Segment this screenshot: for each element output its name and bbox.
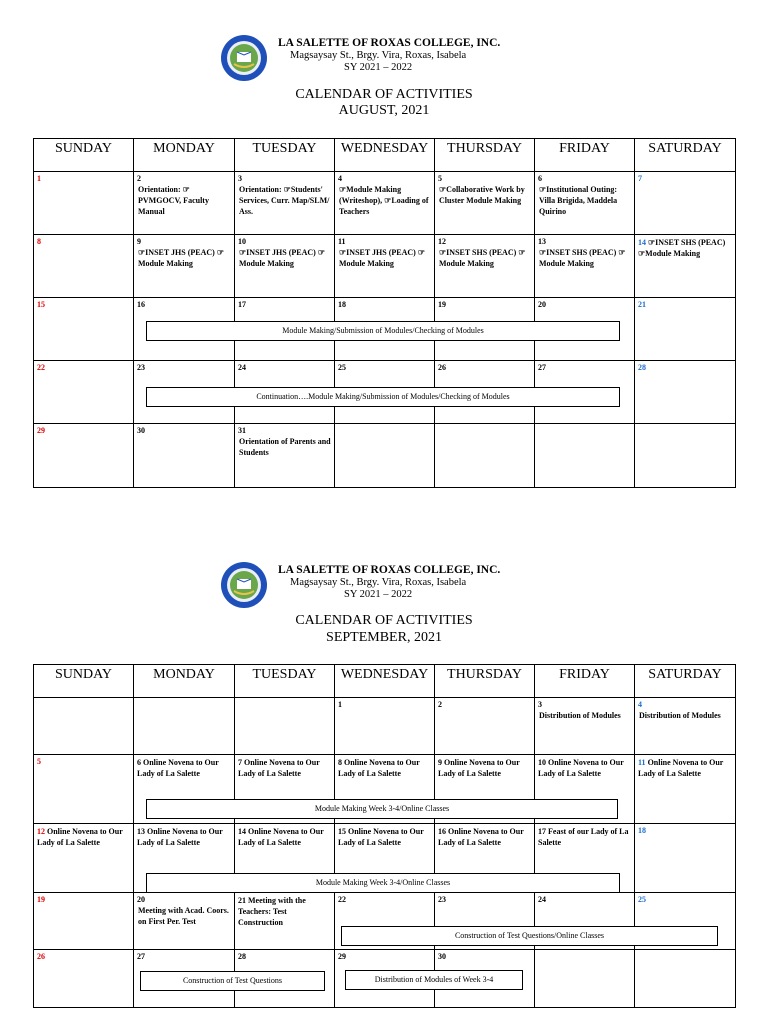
day-number: 30: [137, 426, 145, 435]
week-row: [34, 235, 736, 298]
event-text: Online Novena to Our Lady of La Salette: [37, 827, 123, 847]
day-number: 19: [438, 300, 446, 309]
event-text: ☞Module Making (Writeshop), ☞Loading of Teachers: [339, 185, 429, 216]
event-text: Orientation of Parents and Students: [239, 437, 331, 457]
weekday-saturday: SATURDAY: [635, 139, 736, 172]
school-header-september: [0, 561, 768, 621]
day-entry: [335, 755, 434, 779]
event-text: Meeting with the Teachers: Test Construction: [238, 896, 306, 927]
day-number: 12: [37, 827, 45, 836]
day-cell: [635, 698, 736, 755]
day-number: 18: [638, 826, 646, 835]
event-text: Online Novena to Our Lady of La Salette: [137, 827, 223, 847]
day-number: 16: [438, 827, 446, 836]
day-cell: [235, 172, 335, 235]
day-number: 1: [37, 174, 41, 183]
event-text: Orientation: ☞PVMGOCV, Faculty Manual: [138, 185, 209, 216]
day-number: 30: [438, 952, 446, 961]
day-cell: [435, 424, 535, 488]
day-number: 4: [338, 174, 342, 183]
day-number: 23: [137, 363, 145, 372]
day-cell: [235, 424, 335, 488]
school-seal-logo: [220, 34, 268, 82]
day-number: 14: [638, 238, 646, 247]
day-number: 11: [638, 758, 646, 767]
event-text: Online Novena to Our Lady of La Salette: [238, 758, 320, 778]
weekday-thursday: THURSDAY: [435, 665, 535, 698]
event-text: Online Novena to Our Lady of La Salette: [438, 827, 524, 847]
school-address: Magsaysay St., Brgy. Vira, Roxas, Isabela: [290, 50, 467, 61]
event-text: Feast of our Lady of La Salette: [538, 827, 629, 847]
day-number: 8: [338, 758, 342, 767]
event-text: Online Novena to Our Lady of La Salette: [638, 758, 724, 778]
event-text: ☞Collaborative Work by Cluster Module Making: [439, 185, 525, 205]
day-cell: [34, 755, 134, 824]
event-text: Online Novena to Our Lady of La Salette: [137, 758, 219, 778]
calendar-title-august: CALENDAR OF ACTIVITIES: [295, 87, 473, 102]
day-number: 28: [638, 363, 646, 372]
day-cell: [435, 235, 535, 298]
weekday-monday: MONDAY: [134, 665, 235, 698]
day-cell: [335, 424, 435, 488]
day-number: 18: [338, 300, 346, 309]
week-row: [34, 172, 736, 235]
day-number: 9: [137, 237, 141, 246]
day-number: 2: [438, 700, 442, 709]
event-text: ☞INSET JHS (PEAC) ☞Module Making: [339, 248, 425, 268]
day-entry: [335, 824, 434, 848]
weekday-wednesday: WEDNESDAY: [335, 665, 435, 698]
day-cell: [635, 172, 736, 235]
event-bar: Module Making/Submission of Modules/Checking of Modules: [146, 321, 620, 341]
week-row: [34, 698, 736, 755]
day-cell: [635, 424, 736, 488]
weekday-friday: FRIDAY: [535, 139, 635, 172]
day-cell: [134, 698, 235, 755]
day-number: 9: [438, 758, 442, 767]
day-cell: [535, 698, 635, 755]
day-number: 12: [438, 237, 446, 246]
day-cell: [235, 893, 335, 950]
day-number: 22: [37, 363, 45, 372]
day-number: 17: [238, 300, 246, 309]
event-text: ☞INSET JHS (PEAC) ☞Module Making: [239, 248, 325, 268]
day-cell: [134, 424, 235, 488]
event-text: ☞Institutional Outing: Villa Brigida, Maddela Quirino: [539, 185, 618, 216]
day-cell: [34, 698, 134, 755]
event-text: ☞INSET SHS (PEAC) ☞Module Making: [638, 238, 726, 258]
event-text: Online Novena to Our Lady of La Salette: [338, 827, 424, 847]
day-cell: [535, 424, 635, 488]
event-bar: Distribution of Modules of Week 3-4: [345, 970, 523, 990]
day-cell: [535, 950, 635, 1008]
school-year: SY 2021 – 2022: [344, 589, 413, 600]
day-entry: [235, 824, 334, 848]
day-number: 13: [137, 827, 145, 836]
day-cell: [635, 361, 736, 424]
weekday-tuesday: TUESDAY: [235, 665, 335, 698]
day-number: 25: [638, 895, 646, 904]
event-text: ☞INSET JHS (PEAC) ☞Module Making: [138, 248, 224, 268]
school-seal-logo: [220, 561, 268, 609]
weekday-header-row: [34, 139, 736, 172]
day-number: 31: [238, 426, 246, 435]
day-entry: [635, 235, 735, 259]
day-number: 20: [137, 895, 145, 904]
day-number: 28: [238, 952, 246, 961]
event-bar: Construction of Test Questions/Online Classes: [341, 926, 718, 946]
weekday-sunday: SUNDAY: [34, 139, 134, 172]
event-bar: Construction of Test Questions: [140, 971, 325, 991]
week-row: [34, 424, 736, 488]
day-number: 21: [238, 896, 246, 905]
day-number: 14: [238, 827, 246, 836]
day-cell: [435, 698, 535, 755]
event-text: Meeting with Acad. Coors. on First Per. Test: [138, 906, 229, 926]
day-cell: [34, 298, 134, 361]
day-cell: [34, 950, 134, 1008]
event-text: Online Novena to Our Lady of La Salette: [338, 758, 420, 778]
day-number: 15: [338, 827, 346, 836]
day-number: 15: [37, 300, 45, 309]
day-cell: [34, 893, 134, 950]
weekday-saturday: SATURDAY: [635, 665, 736, 698]
day-entry: [535, 824, 634, 848]
event-text: Online Novena to Our Lady of La Salette: [538, 758, 624, 778]
day-entry: [134, 755, 234, 779]
calendar-grid-september: [33, 664, 736, 1008]
school-name: LA SALETTE OF ROXAS COLLEGE, INC.: [278, 564, 501, 576]
day-entry: [435, 824, 534, 848]
event-bar: Module Making Week 3-4/Online Classes: [146, 799, 618, 819]
day-number: 29: [338, 952, 346, 961]
day-number: 19: [37, 895, 45, 904]
day-number: 11: [338, 237, 346, 246]
day-entry: [235, 893, 334, 928]
day-entry: [535, 755, 634, 779]
day-number: 8: [37, 237, 41, 246]
school-address: Magsaysay St., Brgy. Vira, Roxas, Isabela: [290, 577, 467, 588]
day-number: 24: [538, 895, 546, 904]
event-text: Distribution of Modules: [639, 711, 721, 720]
day-entry: [435, 755, 534, 779]
day-cell: [635, 235, 736, 298]
day-number: 21: [638, 300, 646, 309]
day-entry: [235, 755, 334, 779]
day-number: 3: [538, 700, 542, 709]
day-cell: [635, 950, 736, 1008]
day-number: 2: [137, 174, 141, 183]
day-number: 6: [538, 174, 542, 183]
event-text: ☞INSET SHS (PEAC) ☞Module Making: [439, 248, 526, 268]
calendar-month-september: SEPTEMBER, 2021: [326, 630, 442, 645]
day-number: 26: [37, 952, 45, 961]
day-number: 25: [338, 363, 346, 372]
event-text: ☞INSET SHS (PEAC) ☞Module Making: [539, 248, 626, 268]
day-number: 10: [538, 758, 546, 767]
day-number: 10: [238, 237, 246, 246]
day-cell: [34, 424, 134, 488]
calendar-grid-august: [33, 138, 736, 488]
event-bar: Continuation….Module Making/Submission of Modules/Checking of Modules: [146, 387, 620, 407]
day-cell: [235, 698, 335, 755]
weekday-sunday: SUNDAY: [34, 665, 134, 698]
day-cell: [335, 172, 435, 235]
day-cell: [34, 235, 134, 298]
day-number: 20: [538, 300, 546, 309]
weekday-thursday: THURSDAY: [435, 139, 535, 172]
day-number: 5: [37, 757, 41, 766]
day-cell: [335, 698, 435, 755]
school-name: LA SALETTE OF ROXAS COLLEGE, INC.: [278, 37, 501, 49]
day-number: 29: [37, 426, 45, 435]
day-number: 7: [638, 174, 642, 183]
day-number: 3: [238, 174, 242, 183]
day-cell: [34, 172, 134, 235]
day-entry: [134, 824, 234, 848]
day-cell: [335, 235, 435, 298]
day-cell: [134, 172, 235, 235]
day-cell: [435, 172, 535, 235]
day-number: 17: [538, 827, 546, 836]
day-number: 27: [538, 363, 546, 372]
day-entry: [34, 824, 133, 848]
day-entry: [635, 755, 735, 779]
event-text: Orientation: ☞Students' Services, Curr. Map/SLM/ Ass.: [239, 185, 330, 216]
day-number: 23: [438, 895, 446, 904]
day-cell: [535, 235, 635, 298]
event-bar: Module Making Week 3-4/Online Classes: [146, 873, 620, 893]
day-number: 22: [338, 895, 346, 904]
weekday-friday: FRIDAY: [535, 665, 635, 698]
school-year: SY 2021 – 2022: [344, 62, 413, 73]
day-cell: [134, 893, 235, 950]
day-cell: [134, 235, 235, 298]
day-cell: [34, 824, 134, 893]
event-text: Distribution of Modules: [539, 711, 621, 720]
day-cell: [235, 235, 335, 298]
day-number: 6: [137, 758, 141, 767]
day-number: 16: [137, 300, 145, 309]
day-number: 24: [238, 363, 246, 372]
school-header-august: [0, 34, 768, 94]
day-cell: [635, 824, 736, 893]
day-number: 5: [438, 174, 442, 183]
day-number: 1: [338, 700, 342, 709]
day-cell: [635, 755, 736, 824]
day-cell: [635, 298, 736, 361]
event-text: Online Novena to Our Lady of La Salette: [238, 827, 324, 847]
weekday-wednesday: WEDNESDAY: [335, 139, 435, 172]
day-cell: [34, 361, 134, 424]
day-number: 4: [638, 700, 642, 709]
day-number: 27: [137, 952, 145, 961]
weekday-header-row: [34, 665, 736, 698]
day-number: 7: [238, 758, 242, 767]
day-cell: [535, 172, 635, 235]
calendar-title-september: CALENDAR OF ACTIVITIES: [295, 613, 473, 628]
weekday-monday: MONDAY: [134, 139, 235, 172]
day-number: 26: [438, 363, 446, 372]
day-number: 13: [538, 237, 546, 246]
calendar-month-august: AUGUST, 2021: [338, 103, 430, 118]
event-text: Online Novena to Our Lady of La Salette: [438, 758, 520, 778]
weekday-tuesday: TUESDAY: [235, 139, 335, 172]
